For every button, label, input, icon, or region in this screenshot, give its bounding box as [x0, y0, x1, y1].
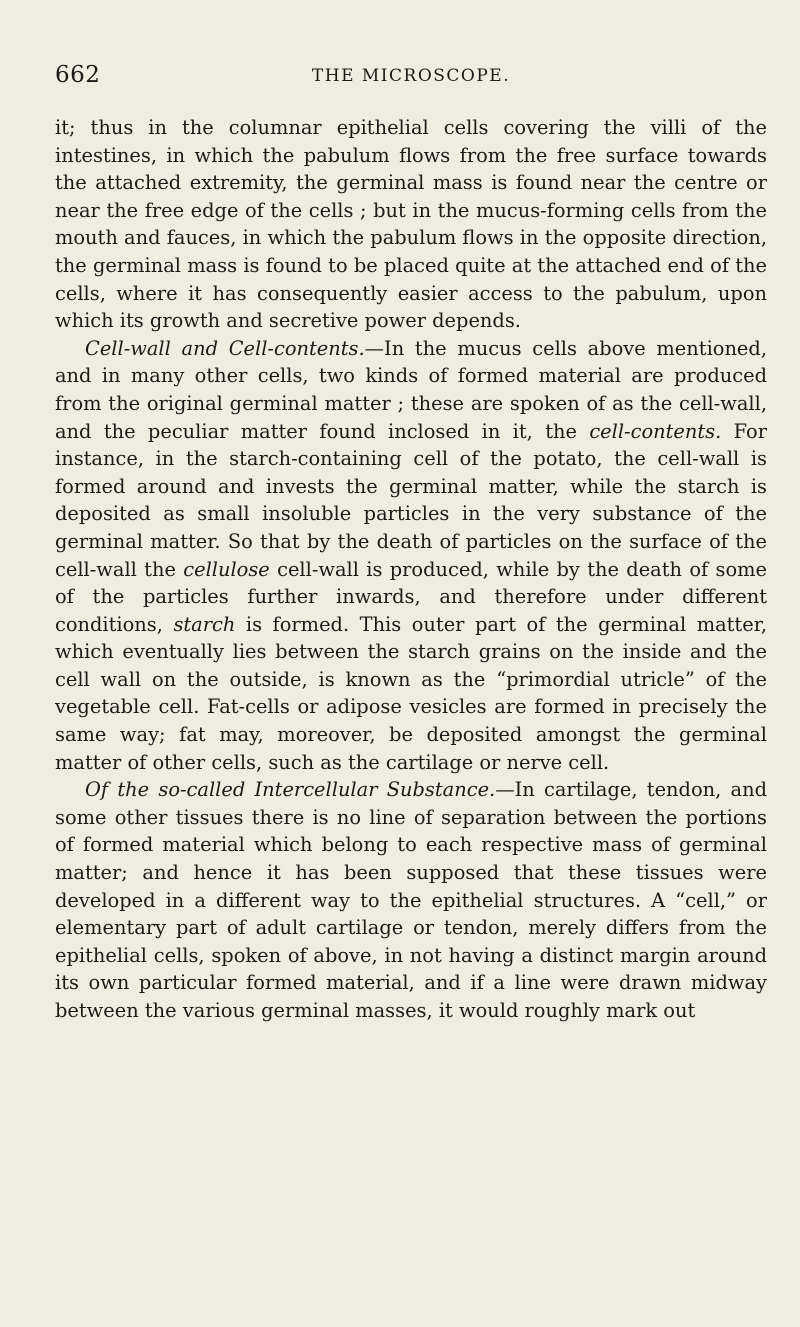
text-run: —In the mucus cells above mentioned, and in many other cells, two kinds of formed material are produced from the original germinal matter ; these are spoken of as the cell-wall, and the peculiar matter found inclosed in it, the: [55, 336, 767, 443]
paragraph: [55, 335, 767, 777]
paragraph: [55, 114, 767, 335]
page-header: [55, 62, 767, 92]
text-run: is formed. This outer part of the germinal matter, which eventually lies between the starch grains on the inside and the cell wall on the outside, is known as the “primordial utricle” of the vegetable cell. Fat-cells or adipose vesicles are formed in precisely the same way; fat may, moreover, be deposited amongst the germinal matter of other cells, such as the cartilage or nerve cell.: [55, 612, 767, 774]
italic-text: Cell-wall and Cell-contents.: [85, 336, 365, 360]
book-page: [55, 62, 767, 1025]
text-run: it; thus in the columnar epithelial cells covering the villi of the intestines, in which the pabulum flows from the free surface towards the attached extremity, the germinal mass is found near the centre or near the free edge of the cells ; but in the mucus-forming cells from the mouth and fauces, in which the pabulum flows in the opposite direction, the germinal mass is found to be placed quite at the attached end of the cells, where it has consequently easier access to the pabulum, upon which its growth and secretive power depends.: [55, 116, 767, 333]
text-run: For instance, in the starch-containing cell of the potato, the cell-wall is formed around and invests the germinal matter, while the starch is deposited as small insoluble particles in the very substance of the germinal matter. So that by the death of particles on the surface of the cell-wall the: [55, 419, 767, 581]
text-run: cell-wall is produced, while by the death of some of the particles further inwards, and therefore under different conditions,: [55, 557, 767, 636]
italic-text: cellulose: [183, 557, 270, 581]
text-run: —In cartilage, tendon, and some other tissues there is no line of separation between the portions of formed material which belong to each respective mass of germinal matter; and hence it has been supposed that these tissues were developed in a different way to the epithelial structures. A “cell,” or elementary part of adult cartilage or tendon, merely differs from the epithelial cells, spoken of above, in not having a distinct margin around its own particular formed material, and if a line were drawn midway between the various germinal masses, it would roughly mark out: [55, 778, 767, 1022]
paragraph: [55, 776, 767, 1024]
running-head: THE MICROSCOPE.: [311, 66, 511, 86]
italic-text: Of the so-called Intercellular Substance.: [85, 778, 496, 802]
body-text: [55, 114, 767, 1025]
italic-text: cell-contents.: [589, 419, 722, 443]
italic-text: starch: [173, 612, 236, 636]
page-number: 662: [55, 62, 101, 88]
